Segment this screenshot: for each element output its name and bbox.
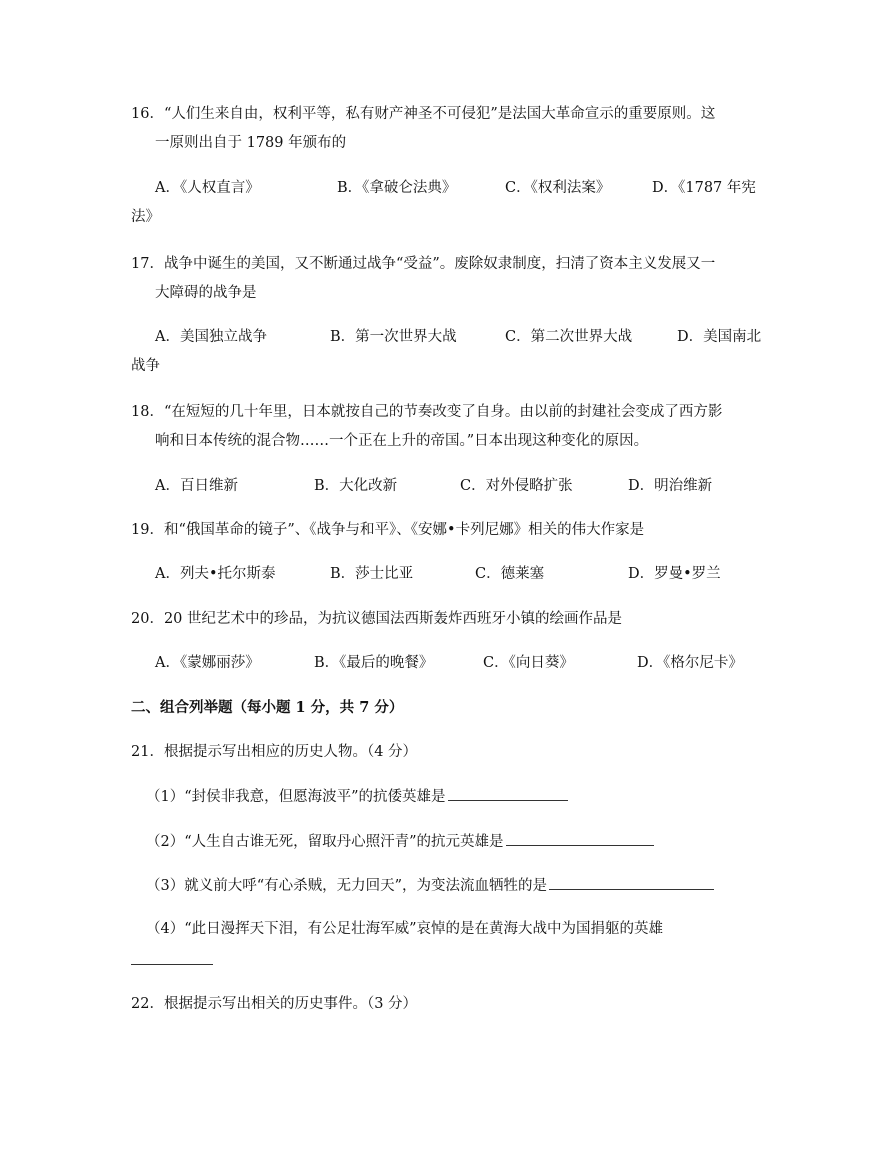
question-18-option-a: A．百日维新: [155, 478, 238, 494]
question-20-option-a: A．《蒙娜丽莎》: [155, 655, 260, 671]
question-21-item-4: （4）“此日漫挥天下泪，有公足壮海军威”哀悼的是在黄海大战中为国捐躯的英雄: [146, 921, 664, 937]
answer-blank-1[interactable]: [448, 786, 568, 801]
question-17-option-a: A．美国独立战争: [155, 329, 267, 345]
question-21-title: 21．根据提示写出相应的历史人物。（4 分）: [131, 744, 418, 760]
question-20-option-b: B．《最后的晚餐》: [314, 655, 434, 671]
question-21-item-1: [146, 786, 568, 807]
question-20-option-c: C．《向日葵》: [483, 655, 574, 671]
section-2-heading: 二、组合列举题（每小题 1 分，共 7 分）: [131, 699, 404, 716]
question-19-option-c: C．德莱塞: [475, 566, 545, 582]
question-16-option-d: D．《1787 年宪: [652, 180, 756, 196]
question-21-item-2: [146, 831, 654, 852]
answer-blank-4[interactable]: [131, 950, 213, 965]
question-19-stem: 19．和“俄国革命的镜子”、《战争与和平》、《安娜•卡列尼娜》相关的伟大作家是: [131, 522, 645, 538]
question-17-stem-line2: 大障碍的战争是: [155, 285, 257, 301]
question-19-option-b: B．莎士比亚: [330, 566, 414, 582]
question-18-option-b: B．大化改新: [314, 478, 398, 494]
question-20-stem: 20．20 世纪艺术中的珍品，为抗议德国法西斯轰炸西班牙小镇的绘画作品是: [131, 611, 623, 627]
question-16-stem-line1: 16．“人们生来自由，权利平等，私有财产神圣不可侵犯”是法国大革命宣示的重要原则。这: [131, 106, 716, 122]
question-17-option-d: D．美国南北: [677, 329, 762, 345]
question-18-option-c: C．对外侵略扩张: [460, 478, 573, 494]
question-21-item-2-text: （2）“人生自古谁无死，留取丹心照汗青”的抗元英雄是: [146, 834, 504, 850]
question-17-option-d-wrap: 战争: [131, 358, 160, 374]
question-17-stem-line1: 17．战争中诞生的美国，又不断通过战争“受益”。废除奴隶制度，扫清了资本主义发展又一: [131, 256, 716, 272]
question-16-option-d-wrap: 法》: [131, 209, 160, 225]
question-16-stem-line2: 一原则出自于 1789 年颁布的: [155, 135, 347, 151]
question-16-option-a: A．《人权直言》: [155, 180, 260, 196]
answer-blank-2[interactable]: [506, 831, 654, 846]
question-16-option-c: C．《权利法案》: [505, 180, 611, 196]
question-17-option-c: C．第二次世界大战: [505, 329, 633, 345]
question-20-option-d: D．《格尔尼卡》: [637, 655, 743, 671]
question-21-item-1-text: （1）“封侯非我意，但愿海波平”的抗倭英雄是: [146, 789, 446, 805]
question-18-stem-line2: 响和日本传统的混合物……一个正在上升的帝国。”日本出现这种变化的原因。: [155, 433, 649, 449]
question-21-item-3-text: （3）就义前大呼“有心杀贼，无力回天”，为变法流血牺牲的是: [146, 878, 548, 894]
question-21-item-3: [146, 875, 714, 896]
question-16-option-b: B．《拿破仑法典》: [337, 180, 457, 196]
question-19-option-d: D．罗曼•罗兰: [628, 566, 721, 582]
question-22-title: 22．根据提示写出相关的历史事件。（3 分）: [131, 996, 418, 1012]
question-19-option-a: A．列夫•托尔斯泰: [155, 566, 276, 582]
question-17-option-b: B．第一次世界大战: [330, 329, 457, 345]
question-18-stem-line1: 18．“在短短的几十年里，日本就按自己的节奏改变了自身。由以前的封建社会变成了西方影: [131, 404, 723, 420]
answer-blank-3[interactable]: [549, 875, 714, 890]
question-18-option-d: D．明治维新: [628, 478, 713, 494]
